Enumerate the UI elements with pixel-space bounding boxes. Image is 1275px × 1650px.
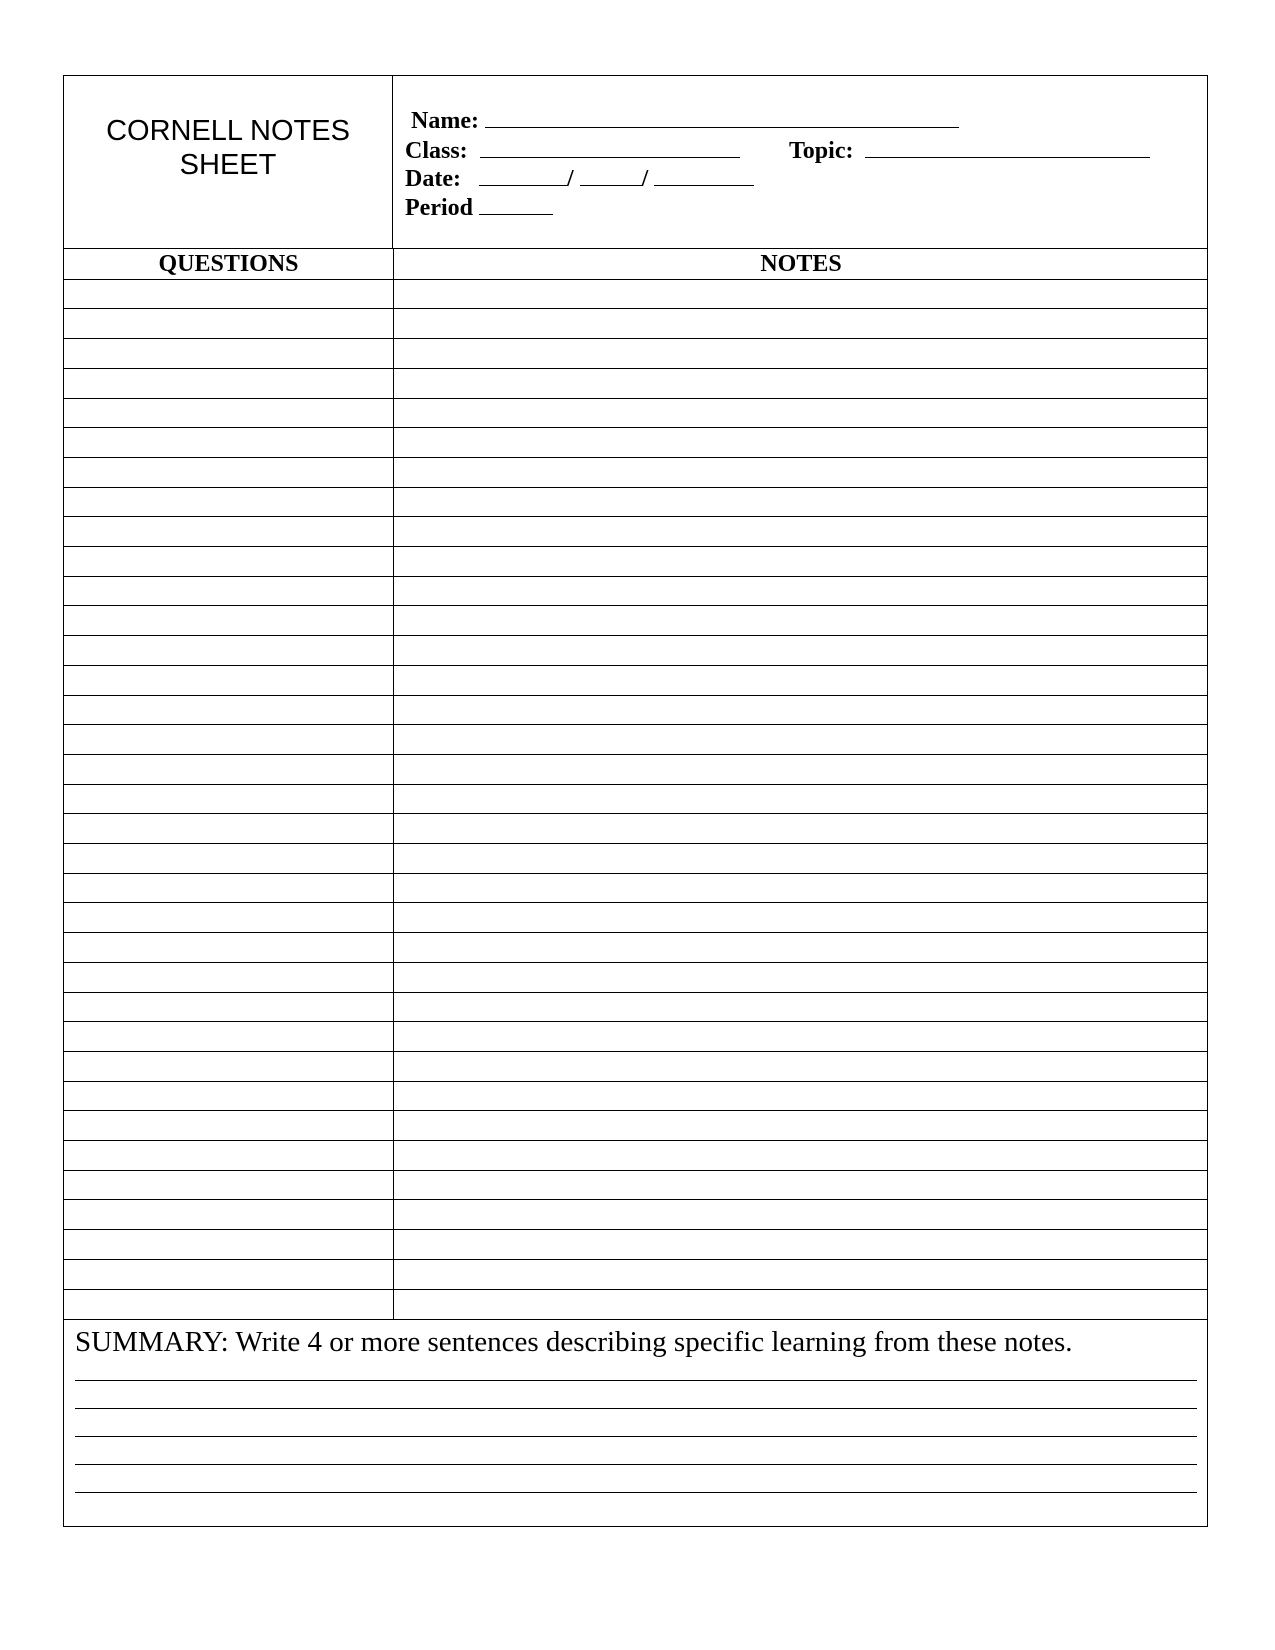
note-line <box>64 576 1207 577</box>
note-line <box>64 457 1207 458</box>
note-line <box>64 1140 1207 1141</box>
class-row <box>405 135 740 165</box>
summary-instruction: SUMMARY: Write 4 or more sentences describing specific learning from these notes. <box>75 1326 1073 1358</box>
date-label: Date: <box>405 166 461 192</box>
notes-grid <box>64 249 1207 1319</box>
summary-line[interactable] <box>75 1380 1197 1381</box>
note-line <box>64 754 1207 755</box>
period-label: Period <box>405 195 473 221</box>
note-line <box>64 1081 1207 1082</box>
note-line <box>64 992 1207 993</box>
note-line <box>64 843 1207 844</box>
note-line <box>64 1199 1207 1200</box>
note-line <box>64 516 1207 517</box>
note-line <box>64 635 1207 636</box>
topic-row <box>789 135 1150 165</box>
note-line <box>64 308 1207 309</box>
note-line <box>64 368 1207 369</box>
note-line <box>64 605 1207 606</box>
period-row <box>405 192 553 222</box>
summary-line[interactable] <box>75 1436 1197 1437</box>
note-line <box>64 1021 1207 1022</box>
note-line <box>64 546 1207 547</box>
date-row <box>405 163 754 193</box>
note-line <box>64 665 1207 666</box>
summary-line[interactable] <box>75 1464 1197 1465</box>
note-line <box>64 1051 1207 1052</box>
note-line <box>64 1289 1207 1290</box>
name-blank[interactable] <box>485 105 959 128</box>
note-line <box>64 338 1207 339</box>
questions-column-header: QUESTIONS <box>158 251 299 277</box>
topic-blank[interactable] <box>865 135 1150 158</box>
note-line <box>64 873 1207 874</box>
date-year-blank[interactable] <box>654 163 754 186</box>
note-line <box>64 813 1207 814</box>
title-cell <box>64 76 393 248</box>
column-header-rule <box>64 279 1207 280</box>
note-line <box>64 398 1207 399</box>
date-day-blank[interactable] <box>580 163 642 186</box>
cornell-notes-sheet <box>63 75 1208 1527</box>
summary-section <box>64 1319 1207 1527</box>
note-line <box>64 784 1207 785</box>
note-line <box>64 487 1207 488</box>
note-line <box>64 724 1207 725</box>
sheet-title-line-1: CORNELL NOTES <box>106 115 350 147</box>
date-month-blank[interactable] <box>479 163 567 186</box>
note-line <box>64 1170 1207 1171</box>
note-line <box>64 1259 1207 1260</box>
date-separator: / <box>566 166 574 192</box>
note-line <box>64 932 1207 933</box>
note-line <box>64 1229 1207 1230</box>
name-row <box>411 105 959 135</box>
name-label: Name: <box>411 108 479 134</box>
date-separator: / <box>641 166 649 192</box>
note-line <box>64 427 1207 428</box>
note-line <box>64 1110 1207 1111</box>
note-line <box>64 962 1207 963</box>
period-blank[interactable] <box>479 192 553 215</box>
summary-line[interactable] <box>75 1408 1197 1409</box>
class-label: Class: <box>405 138 468 164</box>
summary-line[interactable] <box>75 1492 1197 1493</box>
sheet-header <box>64 76 1207 249</box>
note-line <box>64 695 1207 696</box>
sheet-title-line-2: SHEET <box>179 149 277 181</box>
notes-column-header: NOTES <box>760 251 842 277</box>
topic-label: Topic: <box>789 138 854 164</box>
note-line <box>64 902 1207 903</box>
class-blank[interactable] <box>480 135 740 158</box>
